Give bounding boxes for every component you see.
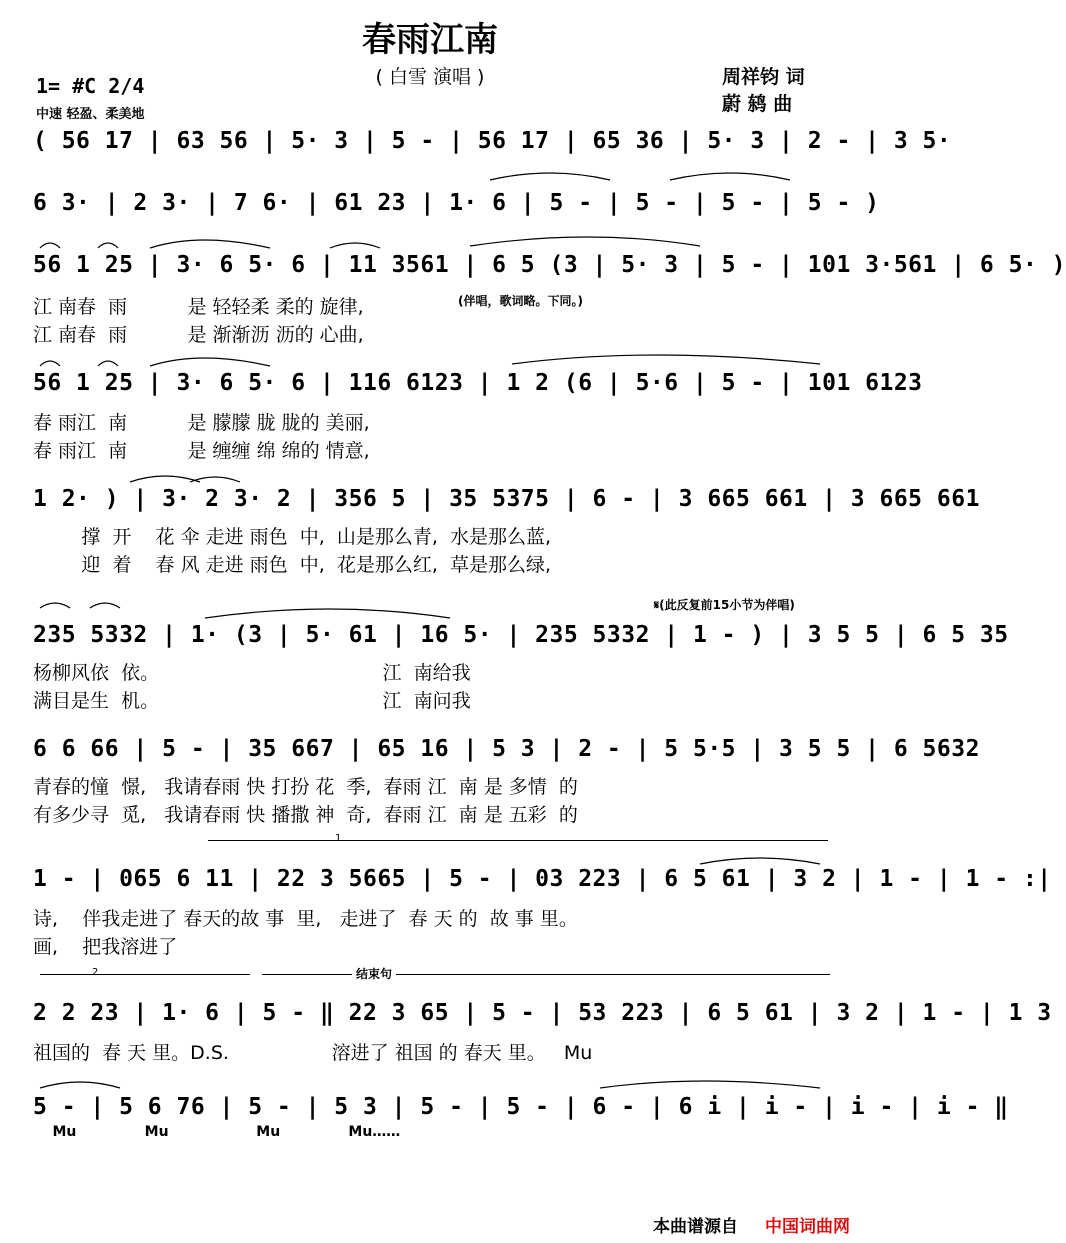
- volta-1-number: 1: [335, 833, 342, 844]
- score-row-10: 5 - | 5 6 76 | 5 - | 5 3 | 5 - | 5 - | 6 - | 6 i | i - | i - | i - ‖: [33, 1094, 1009, 1120]
- score-row-1: ( 56 17 | 63 56 | 5· 3 | 5 - | 56 17 | 65 36 | 5· 3 | 2 - | 3 5·: [33, 128, 952, 154]
- lyric-row-6-verse-2: 满目是生 机。 江 南问我: [33, 690, 471, 712]
- lyric-row-3-verse-1: 江 南春 雨 是 轻轻柔 柔的 旋律,: [33, 296, 364, 318]
- lyricist: 周祥钧 词: [722, 66, 805, 88]
- tempo-marking: 中速 轻盈、柔美地: [36, 107, 145, 122]
- score-row-2: 6 3· | 2 3· | 7 6· | 61 23 | 1· 6 | 5 - | 5 - | 5 - | 5 - ): [33, 190, 880, 216]
- source-label: 本曲谱源自: [653, 1217, 738, 1237]
- performer: ( 白雪 演唱 ): [375, 66, 485, 88]
- lyric-row-6-verse-1: 杨柳风依 依。 江 南给我: [33, 662, 471, 684]
- lyric-row-9-verse-1: 祖国的 春 天 里。D.S. 溶进了 祖国 的 春天 里。 Mu: [33, 1042, 593, 1064]
- lyric-row-4-verse-2: 春 雨江 南 是 缠缠 绵 绵的 情意,: [33, 440, 370, 462]
- repeat-note: 𝄋(此反复前15小节为伴唱): [654, 598, 795, 612]
- lyric-row-10: Mu Mu Mu Mu……: [33, 1124, 401, 1140]
- accompaniment-note: (伴唱，歌词略。下同。): [458, 294, 583, 308]
- score-row-8: 1 - | 065 6 11 | 22 3 5665 | 5 - | 03 223 | 6 5 61 | 3 2 | 1 - | 1 - :|: [33, 866, 1052, 892]
- lyric-row-8-verse-1: 诗, 伴我走进了 春天的故 事 里, 走进了 春 天 的 故 事 里。: [33, 908, 578, 930]
- lyric-row-7-verse-2: 有多少寻 觅, 我请春雨 快 播撒 神 奇, 春雨 江 南 是 五彩 的: [33, 804, 578, 826]
- score-row-9: 2 2 23 | 1· 6 | 5 - ‖ 22 3 65 | 5 - | 53 223 | 6 5 61 | 3 2 | 1 - | 1 3: [33, 1000, 1052, 1026]
- lyric-row-8-verse-2: 画, 把我溶进了: [33, 936, 178, 958]
- score-row-6: 235 5332 | 1· (3 | 5· 61 | 16 5· | 235 5332 | 1 - ) | 3 5 5 | 6 5 35: [33, 622, 1009, 648]
- coda-label: 结束句: [352, 965, 396, 982]
- score-row-4: 56 1 25 | 3· 6 5· 6 | 116 6123 | 1 2 (6 | 5·6 | 5 - | 101 6123: [33, 370, 923, 396]
- score-row-7: 6 6 66 | 5 - | 35 667 | 65 16 | 5 3 | 2 - | 5 5·5 | 3 5 5 | 6 5632: [33, 736, 980, 762]
- composer: 蔚 鸫 曲: [722, 93, 793, 115]
- lyric-row-7-verse-1: 青春的憧 憬, 我请春雨 快 打扮 花 季, 春雨 江 南 是 多情 的: [33, 776, 578, 798]
- score-row-5: 1 2· ) | 3· 2 3· 2 | 356 5 | 35 5375 | 6 - | 3 665 661 | 3 665 661: [33, 486, 980, 512]
- song-title: 春雨江南: [362, 20, 498, 60]
- lyric-row-3-verse-2: 江 南春 雨 是 渐渐沥 沥的 心曲,: [33, 324, 364, 346]
- score-row-3: 56 1 25 | 3· 6 5· 6 | 11 3561 | 6 5 (3 | 5· 3 | 5 - | 101 3·561 | 6 5· ): [33, 252, 1066, 278]
- lyric-row-5-verse-2: 迎 着 春 风 走进 雨色 中, 花是那么红, 草是那么绿,: [33, 554, 552, 576]
- source-site: 中国词曲网: [765, 1217, 850, 1237]
- key-signature: 1= #C 2/4: [36, 74, 145, 98]
- volta-2-number: 2: [92, 967, 99, 978]
- lyric-row-5-verse-1: 撑 开 花 伞 走进 雨色 中, 山是那么青, 水是那么蓝,: [33, 526, 552, 548]
- lyric-row-4-verse-1: 春 雨江 南 是 朦朦 胧 胧的 美丽,: [33, 412, 370, 434]
